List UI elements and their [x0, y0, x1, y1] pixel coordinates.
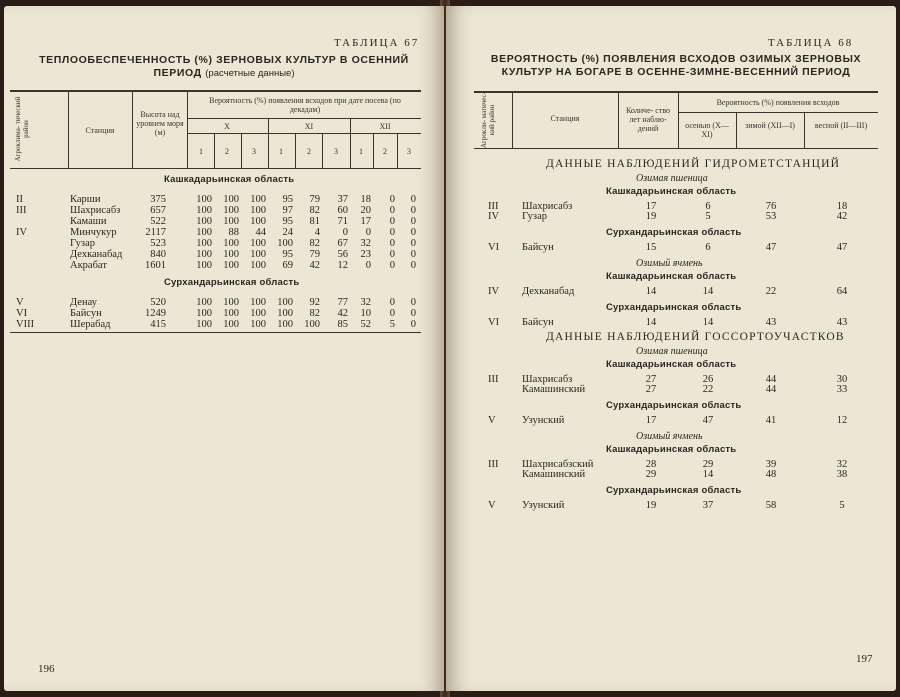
probability-value: 81: [309, 216, 320, 227]
probability-value: 100: [250, 249, 266, 260]
probability-value: 82: [309, 205, 320, 216]
winter-value: 44: [765, 374, 777, 385]
station-name: Дехканабад: [522, 286, 575, 297]
probability-value: 0: [389, 216, 395, 227]
probability-value: 0: [389, 238, 395, 249]
station-name: Минчукур: [70, 227, 117, 238]
probability-value: 88: [228, 227, 239, 238]
header-decade: 2: [225, 147, 229, 156]
height-value: 415: [150, 319, 166, 330]
table-bottom-rule: [10, 332, 421, 333]
header-decade: 1: [279, 147, 283, 156]
probability-value: 100: [250, 260, 266, 271]
autumn-value: 26: [702, 374, 714, 385]
header-subrule: [187, 133, 421, 134]
district-label: V: [488, 500, 496, 511]
crop-heading: Озимая пшеница: [636, 346, 708, 357]
probability-value: 0: [389, 308, 395, 319]
probability-value: 0: [410, 308, 416, 319]
probability-value: 0: [410, 319, 416, 330]
autumn-value: 14: [702, 469, 714, 480]
station-name: Камашинский: [522, 384, 586, 395]
crop-heading: Озимый ячмень: [636, 431, 703, 442]
probability-value: 0: [410, 249, 416, 260]
table-title-line: ПЕРИОД (расчетные данные): [153, 67, 295, 79]
probability-value: 100: [223, 260, 239, 271]
probability-value: 0: [389, 194, 395, 205]
probability-value: 0: [410, 297, 416, 308]
probability-value: 0: [410, 227, 416, 238]
winter-value: 43: [765, 317, 777, 328]
table-title-line: КУЛЬТУР НА БОГАРЕ В ОСЕННЕ-ЗИМНЕ-ВЕСЕННИЙ ПЕРИОД: [501, 66, 851, 78]
district-label: VI: [16, 308, 28, 319]
station-name: Карши: [70, 194, 101, 205]
header-subrule: [187, 118, 421, 119]
table-title-line: ТЕПЛООБЕСПЕЧЕННОСТЬ (%) ЗЕРНОВЫХ КУЛЬТУР В ОСЕННИЙ: [39, 54, 409, 66]
years-value: 14: [645, 317, 657, 328]
years-value: 19: [645, 211, 657, 222]
district-label: II: [16, 194, 23, 205]
station-name: Байсун: [522, 242, 554, 253]
col-divider: [322, 133, 323, 168]
col-divider: [214, 133, 215, 168]
section-heading: ДАННЫЕ НАБЛЮДЕНИЙ ГИДРОМЕТСТАНЦИЙ: [546, 158, 841, 170]
height-value: 2117: [145, 227, 166, 238]
probability-value: 0: [410, 238, 416, 249]
probability-value: 0: [410, 260, 416, 271]
probability-value: 60: [337, 205, 348, 216]
page-number: 197: [856, 653, 873, 665]
probability-value: 100: [223, 216, 239, 227]
station-name: Байсун: [70, 308, 102, 319]
probability-value: 100: [223, 308, 239, 319]
years-value: 17: [645, 415, 657, 426]
station-name: Шахрисабз: [70, 205, 121, 216]
spring-value: 64: [836, 286, 848, 297]
district-label: VIII: [16, 319, 35, 330]
station-name: Байсун: [522, 317, 554, 328]
crop-heading: Озимая пшеница: [636, 173, 708, 184]
probability-value: 20: [360, 205, 371, 216]
probability-value: 100: [250, 205, 266, 216]
district-label: VI: [488, 317, 500, 328]
header-years: Количе- ство лет наблю- дений: [625, 106, 671, 133]
probability-value: 85: [337, 319, 348, 330]
district-label: IV: [16, 227, 28, 238]
station-name: Шерабад: [70, 319, 111, 330]
probability-value: 100: [250, 319, 266, 330]
spring-value: 43: [836, 317, 848, 328]
probability-value: 95: [282, 249, 293, 260]
district-label: V: [16, 297, 24, 308]
region-heading: Сурхандарьинская область: [164, 277, 300, 288]
height-value: 520: [150, 297, 166, 308]
probability-value: 100: [250, 216, 266, 227]
probability-value: 100: [223, 194, 239, 205]
probability-value: 67: [337, 238, 348, 249]
probability-value: 42: [309, 260, 320, 271]
probability-value: 5: [389, 319, 395, 330]
spring-value: 5: [839, 500, 845, 511]
probability-value: 100: [277, 297, 293, 308]
spring-value: 18: [836, 201, 848, 212]
header-station: Станция: [85, 126, 115, 135]
col-divider: [618, 92, 619, 148]
district-label: IV: [488, 211, 500, 222]
probability-value: 77: [337, 297, 348, 308]
probability-value: 24: [282, 227, 293, 238]
region-heading: Сурхандарьинская область: [606, 227, 742, 238]
autumn-value: 14: [702, 286, 714, 297]
probability-value: 37: [337, 194, 348, 205]
station-name: Камашинский: [522, 469, 586, 480]
col-divider: [268, 118, 269, 168]
autumn-value: 6: [705, 242, 711, 253]
autumn-value: 14: [702, 317, 714, 328]
years-value: 19: [645, 500, 657, 511]
probability-value: 100: [196, 260, 212, 271]
table-number: ТАБЛИЦА 68: [768, 37, 854, 49]
table-header-rule: [474, 148, 878, 149]
autumn-value: 47: [702, 415, 714, 426]
table-top-rule: [10, 90, 421, 92]
header-autumn: осенью (X—XI): [685, 121, 729, 139]
probability-value: 0: [389, 227, 395, 238]
spring-value: 47: [836, 242, 848, 253]
station-name: Камаши: [70, 216, 107, 227]
header-winter: зимой (XII—I): [745, 121, 795, 130]
header-subrule: [678, 112, 878, 113]
probability-value: 52: [360, 319, 371, 330]
probability-value: 0: [410, 205, 416, 216]
probability-value: 0: [389, 205, 395, 216]
spring-value: 42: [836, 211, 848, 222]
station-name: Акрабат: [70, 260, 107, 271]
station-name: Дехканабад: [70, 249, 123, 260]
table-title-line: ВЕРОЯТНОСТЬ (%) ПОЯВЛЕНИЯ ВСХОДОВ ОЗИМЫХ ЗЕРНОВЫХ: [490, 53, 862, 65]
probability-value: 100: [196, 308, 212, 319]
region-heading: Кашкадарьинская область: [606, 359, 737, 370]
probability-value: 100: [223, 319, 239, 330]
probability-value: 82: [309, 238, 320, 249]
height-value: 522: [150, 216, 166, 227]
probability-value: 18: [360, 194, 371, 205]
winter-value: 58: [765, 500, 777, 511]
station-name: Гузар: [70, 238, 95, 249]
left-page: [4, 6, 444, 691]
probability-value: 100: [223, 205, 239, 216]
height-value: 523: [150, 238, 166, 249]
col-divider: [187, 91, 188, 168]
region-heading: Кашкадарьинская область: [606, 186, 737, 197]
probability-value: 82: [309, 308, 320, 319]
district-label: V: [488, 415, 496, 426]
header-decade: 1: [199, 147, 203, 156]
probability-value: 44: [255, 227, 266, 238]
probability-value: 100: [250, 238, 266, 249]
probability-value: 56: [337, 249, 348, 260]
height-value: 375: [150, 194, 166, 205]
station-name: Шахрисабз: [522, 374, 573, 385]
header-region: Агроклима- тический район: [14, 96, 30, 162]
station-name: Шахрисабз: [522, 201, 573, 212]
header-spring: весной (II—III): [814, 121, 868, 130]
region-heading: Кашкадарьинская область: [606, 271, 737, 282]
winter-value: 41: [765, 415, 777, 426]
header-height: Высота над уровнем моря (м): [136, 110, 184, 137]
winter-value: 48: [765, 469, 777, 480]
winter-value: 39: [765, 459, 777, 470]
table-header-rule: [10, 168, 421, 169]
probability-value: 100: [196, 227, 212, 238]
region-heading: Сурхандарьинская область: [606, 400, 742, 411]
header-decade: 3: [334, 147, 338, 156]
probability-value: 100: [196, 216, 212, 227]
district-label: VI: [488, 242, 500, 253]
probability-value: 0: [410, 216, 416, 227]
probability-value: 95: [282, 216, 293, 227]
header-month: XI: [304, 122, 314, 131]
years-value: 14: [645, 286, 657, 297]
probability-value: 79: [309, 249, 320, 260]
crop-heading: Озимый ячмень: [636, 258, 703, 269]
years-value: 27: [645, 384, 657, 395]
autumn-value: 29: [702, 459, 714, 470]
header-station: Станция: [550, 114, 580, 123]
probability-value: 100: [277, 238, 293, 249]
header-decade: 2: [307, 147, 311, 156]
header-region: Агрокли- матичес- кий район: [480, 92, 496, 148]
right-page: [446, 6, 896, 691]
table-number: ТАБЛИЦА 67: [334, 37, 420, 49]
probability-value: 100: [250, 297, 266, 308]
winter-value: 53: [765, 211, 777, 222]
station-name: Денау: [70, 297, 97, 308]
probability-value: 79: [309, 194, 320, 205]
probability-value: 23: [360, 249, 371, 260]
probability-value: 0: [342, 227, 348, 238]
probability-value: 100: [277, 308, 293, 319]
probability-value: 100: [196, 297, 212, 308]
district-label: III: [488, 201, 499, 212]
years-value: 15: [645, 242, 657, 253]
table-title: [466, 53, 886, 79]
probability-value: 0: [410, 194, 416, 205]
probability-value: 100: [196, 205, 212, 216]
autumn-value: 22: [702, 384, 714, 395]
region-heading: Кашкадарьинская область: [164, 174, 295, 185]
header-decade: 3: [252, 147, 256, 156]
years-value: 27: [645, 374, 657, 385]
probability-value: 97: [282, 205, 293, 216]
winter-value: 76: [765, 201, 777, 212]
probability-value: 92: [309, 297, 320, 308]
probability-value: 100: [196, 319, 212, 330]
col-divider: [350, 118, 351, 168]
height-value: 1601: [145, 260, 166, 271]
header-month: XII: [379, 122, 391, 131]
col-divider: [373, 133, 374, 168]
autumn-value: 5: [705, 211, 711, 222]
region-heading: Сурхандарьинская область: [606, 485, 742, 496]
probability-value: 100: [277, 319, 293, 330]
spring-value: 33: [836, 384, 848, 395]
autumn-value: 6: [705, 201, 711, 212]
probability-value: 69: [282, 260, 293, 271]
region-heading: Кашкадарьинская область: [606, 444, 737, 455]
winter-value: 44: [765, 384, 777, 395]
probability-value: 0: [365, 227, 371, 238]
probability-value: 100: [223, 249, 239, 260]
section-heading: ДАННЫЕ НАБЛЮДЕНИЙ ГОССОРТОУЧАСТКОВ: [546, 331, 845, 343]
probability-value: 100: [223, 297, 239, 308]
years-value: 28: [645, 459, 657, 470]
page-number: 196: [38, 663, 55, 675]
header-probability: Вероятность (%) появления всходов: [716, 98, 840, 107]
probability-value: 100: [196, 194, 212, 205]
probability-value: 17: [360, 216, 371, 227]
probability-value: 10: [360, 308, 371, 319]
probability-value: 100: [304, 319, 320, 330]
table-top-rule: [474, 91, 878, 93]
probability-value: 71: [337, 216, 348, 227]
col-divider: [804, 112, 805, 148]
probability-value: 100: [196, 238, 212, 249]
probability-value: 100: [250, 308, 266, 319]
probability-value: 100: [223, 238, 239, 249]
height-value: 840: [150, 249, 166, 260]
header-decade: 3: [407, 147, 411, 156]
table-title: [24, 54, 424, 80]
header-probability: Вероятность (%) появления всходов при дате посева (по декадам): [209, 96, 401, 114]
probability-value: 100: [196, 249, 212, 260]
station-name: Шахрисабзский: [522, 459, 594, 470]
probability-value: 12: [337, 260, 348, 271]
years-value: 29: [645, 469, 657, 480]
autumn-value: 37: [702, 500, 714, 511]
probability-value: 32: [360, 297, 371, 308]
col-divider: [295, 133, 296, 168]
spring-value: 32: [836, 459, 848, 470]
district-label: IV: [488, 286, 500, 297]
probability-value: 4: [314, 227, 320, 238]
station-name: Гузар: [522, 211, 547, 222]
height-value: 1249: [145, 308, 166, 319]
probability-value: 32: [360, 238, 371, 249]
spring-value: 38: [836, 469, 848, 480]
spring-value: 30: [836, 374, 848, 385]
header-decade: 2: [383, 147, 387, 156]
station-name: Узунский: [522, 415, 565, 426]
district-label: III: [16, 205, 27, 216]
winter-value: 47: [765, 242, 777, 253]
probability-value: 0: [365, 260, 371, 271]
winter-value: 22: [765, 286, 777, 297]
header-month: X: [224, 122, 230, 131]
probability-value: 0: [389, 297, 395, 308]
probability-value: 100: [250, 194, 266, 205]
probability-value: 0: [389, 249, 395, 260]
col-divider: [132, 91, 133, 168]
probability-value: 42: [337, 308, 348, 319]
district-label: III: [488, 374, 499, 385]
col-divider: [397, 133, 398, 168]
col-divider: [241, 133, 242, 168]
table-title-note: (расчетные данные): [205, 68, 295, 79]
region-heading: Сурхандарьинская область: [606, 302, 742, 313]
col-divider: [736, 112, 737, 148]
station-name: Узунский: [522, 500, 565, 511]
spring-value: 12: [836, 415, 848, 426]
district-label: III: [488, 459, 499, 470]
probability-value: 95: [282, 194, 293, 205]
probability-value: 0: [389, 260, 395, 271]
years-value: 17: [645, 201, 657, 212]
height-value: 657: [150, 205, 166, 216]
header-decade: 1: [359, 147, 363, 156]
